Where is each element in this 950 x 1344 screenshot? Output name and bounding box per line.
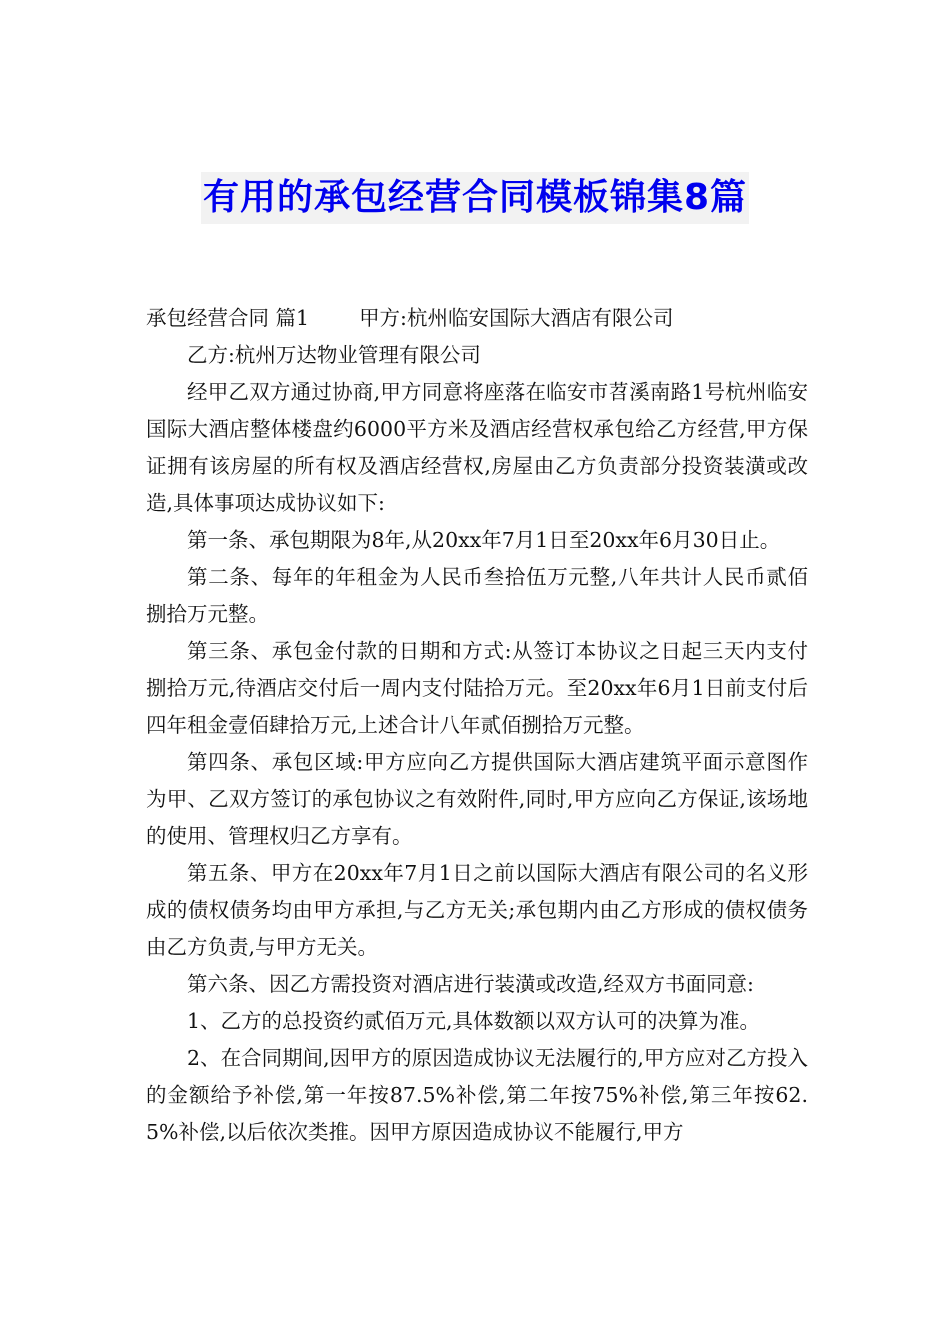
- paragraph-item-2: 2、在合同期间,因甲方的原因造成协议无法履行的,甲方应对乙方投入的金额给予补偿,第一年按87.5%补偿,第二年按75%补偿,第三年按62.5%补偿,以后依次类推。因甲方原因造成协议不能履行,甲方: [146, 1046, 808, 1144]
- paragraph-item-1: 1、乙方的总投资约贰佰万元,具体数额以双方认可的决算为准。: [187, 1009, 761, 1033]
- party-a: 甲方:杭州临安国际大酒店有限公司: [359, 306, 674, 330]
- paragraph-article-6: 第六条、因乙方需投资对酒店进行装潢或改造,经双方书面同意:: [187, 972, 754, 996]
- document-title-text: 有用的承包经营合同模板锦集8篇: [201, 172, 749, 224]
- paragraph-article-3: 第三条、承包金付款的日期和方式:从签订本协议之日起三天内支付捌拾万元,待酒店交付后一周内支付陆拾万元。至20xx年6月1日前支付后四年租金壹佰肆拾万元,上述合计八年贰佰捌拾万元整。: [146, 639, 808, 737]
- paragraph-article-2: 第二条、每年的年租金为人民币叁拾伍万元整,八年共计人民币贰佰捌拾万元整。: [146, 565, 808, 626]
- document-title: [0, 172, 950, 224]
- party-b: 乙方:杭州万达物业管理有限公司: [187, 343, 481, 367]
- paragraph-intro: 经甲乙双方通过协商,甲方同意将座落在临安市苕溪南路1号杭州临安国际大酒店整体楼盘约6000平方米及酒店经营权承包给乙方经营,甲方保证拥有该房屋的所有权及酒店经营权,房屋由乙方负责部分投资装潢或改造,具体事项达成协议如下:: [146, 380, 808, 515]
- paragraph-article-5: 第五条、甲方在20xx年7月1日之前以国际大酒店有限公司的名义形成的债权债务均由甲方承担,与乙方无关;承包期内由乙方形成的债权债务由乙方负责,与甲方无关。: [146, 861, 808, 959]
- paragraph-article-1: 第一条、承包期限为8年,从20xx年7月1日至20xx年6月30日止。: [187, 528, 781, 552]
- section-heading-line: [146, 300, 808, 337]
- section-label: 承包经营合同 篇1: [146, 306, 310, 330]
- paragraph-article-4: 第四条、承包区域:甲方应向乙方提供国际大酒店建筑平面示意图作为甲、乙双方签订的承包协议之有效附件,同时,甲方应向乙方保证,该场地的使用、管理权归乙方享有。: [146, 750, 808, 848]
- document-body: [146, 300, 808, 1151]
